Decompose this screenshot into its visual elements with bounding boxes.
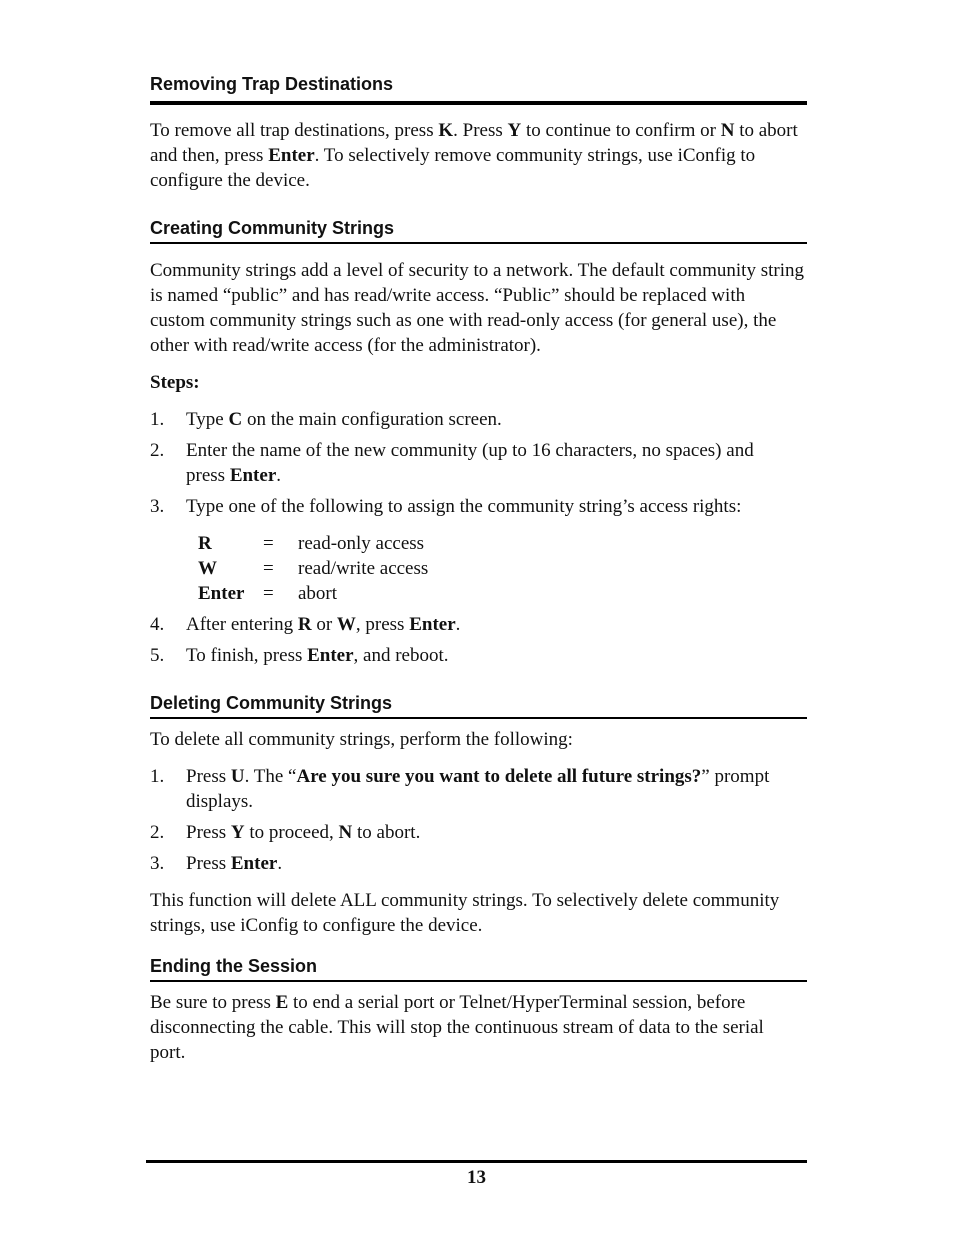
paragraph-line: custom community strings such as one with read-only access (for general use), the [150,310,777,331]
section-heading: Removing Trap Destinations [150,74,394,94]
section-heading: Ending the Session [150,956,318,976]
section-heading: Creating Community Strings [150,218,395,238]
paragraph-line: is named “public” and has read/write access. “Public” should be replaced with [150,285,746,306]
paragraph-line: other with read/write access (for the administrator). [150,335,541,356]
steps-label: Steps: [150,372,200,393]
paragraph-line: strings, use iConfig to configure the device. [150,915,483,936]
page-number: 13 [467,1167,486,1188]
footer-rule [146,1160,807,1163]
section-deleting-community-strings [150,692,807,719]
heading-rule [150,101,807,105]
paragraph-line: Community strings add a level of security to a network. The default community string [150,260,804,281]
paragraph-line: To delete all community strings, perform the following: [150,729,573,750]
paragraph-line: To remove all trap destinations, press K. Press Y to continue to confirm or N to abort [150,120,798,141]
paragraph-line: disconnecting the cable. This will stop the continuous stream of data to the serial [150,1017,764,1038]
heading-rule [150,242,807,244]
section-heading: Deleting Community Strings [150,693,393,713]
section-ending-the-session [150,955,807,982]
heading-rule [150,980,807,982]
paragraph-line: configure the device. [150,170,310,191]
section-creating-community-strings [150,217,807,244]
heading-rule [150,717,807,719]
paragraph-line: and then, press Enter. To selectively remove community strings, use iConfig to [150,145,756,166]
paragraph-line: This function will delete ALL community strings. To selectively delete community [150,890,780,911]
section-removing-trap-destinations [150,73,807,105]
paragraph-line: port. [150,1042,186,1063]
paragraph-line: Be sure to press E to end a serial port or Telnet/HyperTerminal session, before [150,992,746,1013]
